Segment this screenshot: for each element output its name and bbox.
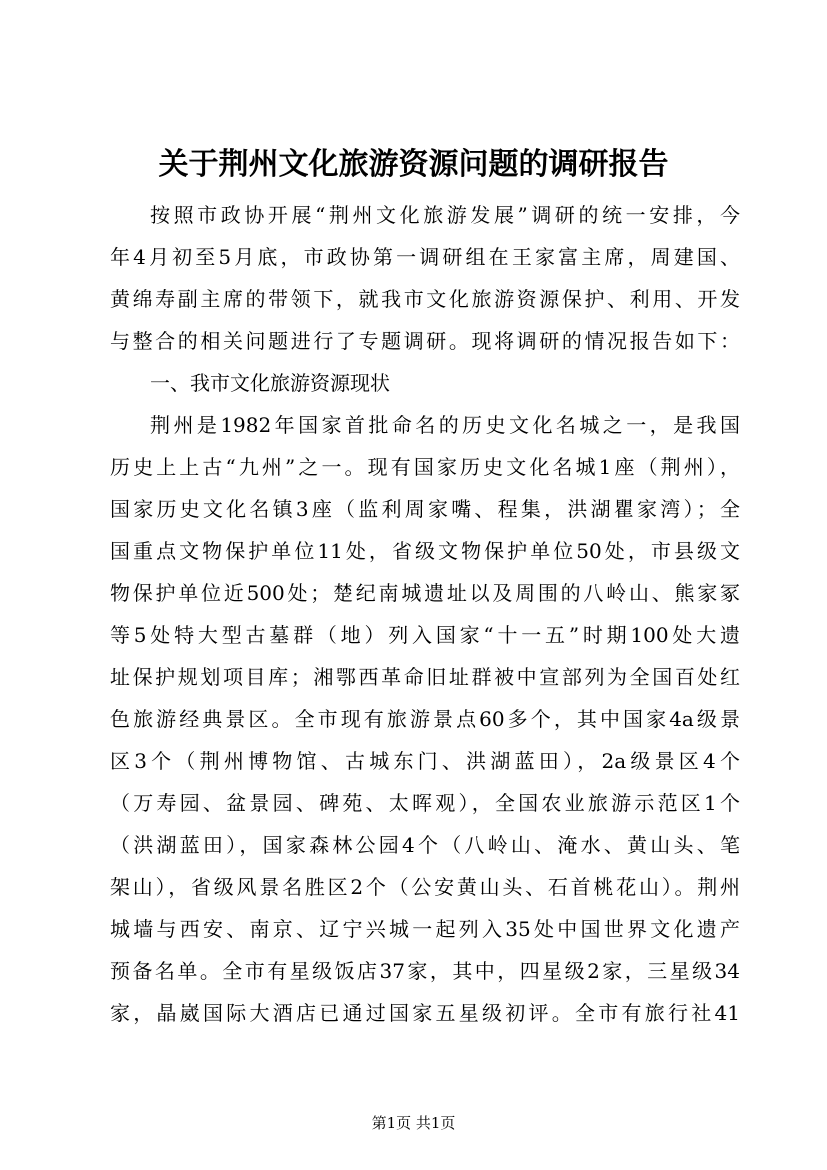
paragraph-line: （洪湖蓝田），国家森林公园4个（八岭山、淹水、黄山头、笔 <box>110 833 740 857</box>
paragraph-line: 国家历史文化名镇3座（监利周家嘴、程集，洪湖瞿家湾）；全 <box>110 497 740 521</box>
paragraph-line: 家，晶崴国际大酒店已通过国家五星级初评。全市有旅行社41 <box>110 1001 740 1025</box>
paragraph-line: 物保护单位近500处；楚纪南城遗址以及周围的八岭山、熊家冢 <box>110 581 740 605</box>
paragraph-line: 荆州是1982年国家首批命名的历史文化名城之一，是我国 <box>150 413 740 437</box>
document-title: 关于荆州文化旅游资源问题的调研报告 <box>158 147 669 182</box>
paragraph-line: 色旅游经典景区。全市现有旅游景点60多个，其中国家4a级景 <box>110 707 740 731</box>
section-heading: 一、我市文化旅游资源现状 <box>150 371 390 395</box>
paragraph-line: 城墙与西安、南京、辽宁兴城一起列入35处中国世界文化遗产 <box>110 917 740 941</box>
paragraph-line: 址保护规划项目库；湘鄂西革命旧址群被中宣部列为全国百处红 <box>110 665 740 689</box>
paragraph-line: 与整合的相关问题进行了专题调研。现将调研的情况报告如下： <box>110 329 740 353</box>
paragraph-line: 等5处特大型古墓群（地）列入国家“十一五”时期100处大遗 <box>110 623 740 647</box>
page-footer: 第1页 共1页 <box>371 1114 456 1132</box>
paragraph-line: 年4月初至5月底，市政协第一调研组在王家富主席，周建国、 <box>110 245 740 269</box>
paragraph-line: 黄绵寿副主席的带领下，就我市文化旅游资源保护、利用、开发 <box>110 287 740 311</box>
paragraph-line: （万寿园、盆景园、碑苑、太晖观），全国农业旅游示范区1个 <box>110 791 740 815</box>
paragraph-line: 历史上上古“九州”之一。现有国家历史文化名城1座（荆州）， <box>110 455 740 479</box>
paragraph-line: 国重点文物保护单位11处，省级文物保护单位50处，市县级文 <box>110 539 740 563</box>
paragraph-line: 架山），省级风景名胜区2个（公安黄山头、石首桃花山）。荆州 <box>110 875 740 899</box>
paragraph-line: 预备名单。全市有星级饭店37家，其中，四星级2家，三星级34 <box>110 959 740 983</box>
paragraph-line: 区3个（荆州博物馆、古城东门、洪湖蓝田），2a级景区4个 <box>110 749 740 773</box>
paragraph-line: 按照市政协开展“荆州文化旅游发展”调研的统一安排，今 <box>150 203 740 227</box>
